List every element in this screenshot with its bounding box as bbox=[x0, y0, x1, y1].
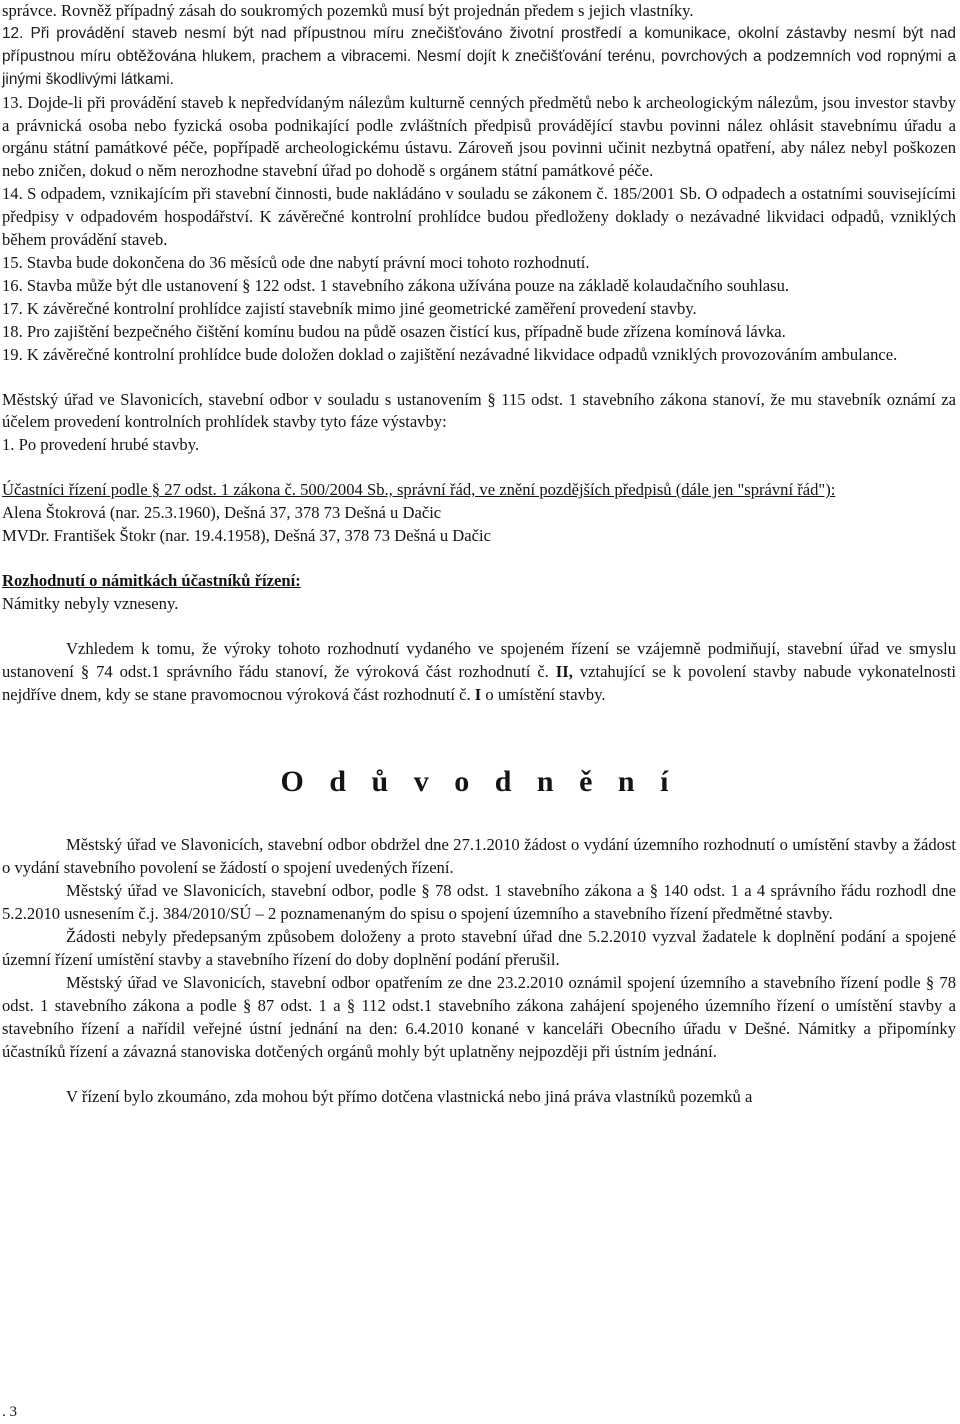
spacer bbox=[2, 706, 956, 750]
reasoning-paragraph: Městský úřad ve Slavonicích, stavební odbor, podle § 78 odst. 1 stavebního zákona a § 140 odst. 1 a 4 správního řádu rozhodl dne 5.2.2010 usnesením č.j. 384/2010/SÚ – 2 poznamenaným do spisu o spojení územního a stavebního řízení předmětné stavby. bbox=[2, 881, 956, 924]
phases-item: 1. Po provedení hrubé stavby. bbox=[2, 435, 200, 455]
spacer bbox=[2, 367, 956, 389]
spacer bbox=[2, 1064, 956, 1086]
reasoning-title: O d ů v o d n ě n í bbox=[280, 765, 678, 799]
spacer bbox=[2, 457, 956, 479]
condition-15: 15. Stavba bude dokončena do 36 měsíců ode dne nabytí právní moci tohoto rozhodnutí. bbox=[2, 252, 590, 272]
enforceability-roman-1: I bbox=[474, 684, 482, 704]
condition-11-end: správce. Rovněž případný zásah do soukromých pozemků musí být projednán předem s jejich vlastníky. bbox=[2, 1, 694, 20]
participants-heading: Účastníci řízení podle § 27 odst. 1 zákona č. 500/2004 Sb., správní řád, ve znění pozdějších předpisů (dále jen "správní řád"): bbox=[2, 480, 836, 500]
participant-1: Alena Štokrová (nar. 25.3.1960), Dešná 37, 378 73 Dešná u Dačic bbox=[2, 503, 442, 523]
enforceability-part-1: Vzhledem k tomu, že výroky tohoto rozhodnutí vydaného ve spojeném řízení se vzájemně podmiňují, stavební úřad ve smyslu ustanovení § 74 odst.1 správního řádu stanoví, že výroková část rozhodnutí č. bbox=[2, 638, 956, 681]
enforceability-roman-2: II, bbox=[555, 661, 573, 681]
reasoning-paragraph: Městský úřad ve Slavonicích, stavební odbor opatřením ze dne 23.2.2010 oznámil spojení územního a stavebního řízení podle § 78 odst. 1 stavebního zákona a podle § 87 odst. 1 a § 112 odst.1 stavebního zákona zahájení spojeného územního řízení o umístění stavby a stavebního řízení a nařídil veřejné ústní jednání na den: 6.4.2010 konané v kanceláři Obecního úřadu v Dešné. Námitky a připomínky účastníků řízení a závazná stanoviska dotčených orgánů mohly být uplatněny nejpozději při ústním jednání. bbox=[2, 972, 956, 1061]
reasoning-paragraph: V řízení bylo zkoumáno, zda mohou být přímo dotčena vlastnická nebo jiná práva vlastníků pozemků a bbox=[66, 1086, 753, 1106]
reasoning-paragraph: Městský úřad ve Slavonicích, stavební odbor obdržel dne 27.1.2010 žádost o vydání územního rozhodnutí o umístění stavby a žádost o vydání stavebního povolení se žádostí o spojení uvedených řízení. bbox=[2, 835, 956, 878]
spacer bbox=[2, 616, 956, 638]
condition-17: 17. K závěrečné kontrolní prohlídce zajistí stavebník mimo jiné geometrické zaměření provedení stavby. bbox=[2, 298, 697, 318]
objections-heading: Rozhodnutí o námitkách účastníků řízení: bbox=[2, 570, 301, 590]
reasoning-paragraph: Žádosti nebyly předepsaným způsobem doloženy a proto stavební úřad dne 5.2.2010 vyzval žadatele k doplnění podání a spojené územní řízení umístění stavby a stavebního řízení do doby doplnění podání přerušil. bbox=[2, 927, 956, 969]
objections-text: Námitky nebyly vzneseny. bbox=[2, 593, 179, 613]
spacer bbox=[2, 548, 956, 570]
condition-19: 19. K závěrečné kontrolní prohlídce bude doložen doklad o zajištění nezávadné likvidace odpadů vzniklých provozováním ambulance. bbox=[2, 344, 898, 364]
condition-18: 18. Pro zajištění bezpečného čištění komínu budou na půdě osazen čistící kus, případně bude zřízena komínová lávka. bbox=[2, 321, 786, 341]
page-number: . 3 bbox=[2, 1404, 17, 1420]
enforceability-part-2: vztahující se k povolení stavby nabude vykonatelnosti nejdříve dnem, kdy se stane pravomocnou výroková část rozhodnutí č. bbox=[2, 661, 956, 704]
document-page bbox=[2, 0, 956, 1108]
enforceability-part-3: o umístění stavby. bbox=[481, 684, 606, 704]
condition-12: 12. Při provádění staveb nesmí být nad přípustnou míru znečišťováno životní prostředí a komunikace, okolní zástavby nesmí být nad přípustnou míru obtěžována hlukem, prachem a vibracemi. Nesmí dojít k znečišťování terénu, povrchových a podzemních vod ropnými a jinými škodlivými látkami. bbox=[2, 24, 956, 88]
participant-2: MVDr. František Štokr (nar. 19.4.1958), Dešná 37, 378 73 Dešná u Dačic bbox=[2, 526, 491, 546]
condition-16: 16. Stavba může být dle ustanovení § 122 odst. 1 stavebního zákona užívána pouze na základě kolaudačního souhlasu. bbox=[2, 275, 790, 295]
condition-14: 14. S odpadem, vznikajícím při stavební činnosti, bude nakládáno v souladu se zákonem č. 185/2001 Sb. O odpadech a ostatními souvisejícími předpisy v odpadovém hospodářství. K závěrečné kontrolní prohlídce budou předloženy doklady o nezávadné likvidaci odpadů, vzniklých během provádění staveb. bbox=[2, 184, 956, 250]
phases-intro: Městský úřad ve Slavonicích, stavební odbor v souladu s ustanovením § 115 odst. 1 stavebního zákona stanoví, že mu stavebník oznámí za účelem provedení kontrolních prohlídek stavby tyto fáze výstavby: bbox=[2, 389, 956, 432]
condition-13: 13. Dojde-li při provádění staveb k nepředvídaným nálezům kulturně cenných předmětů nebo k archeologickým nálezům, jsou investor stavby a právnická osoba nebo fyzická osoba podnikající podle zvláštních předpisů provádějící stavbu povinni nález ohlásit stavebnímu úřadu a orgánu státní památkové péče, popřípadě archeologickému ústavu. Zároveň jsou povinni učinit nezbytná opatření, aby nález nebyl poškozen nebo zničen, dokud o něm nerozhodne stavební úřad po dohodě s orgánem státní památkové péče. bbox=[2, 92, 956, 181]
enforceability-paragraph bbox=[2, 638, 956, 707]
